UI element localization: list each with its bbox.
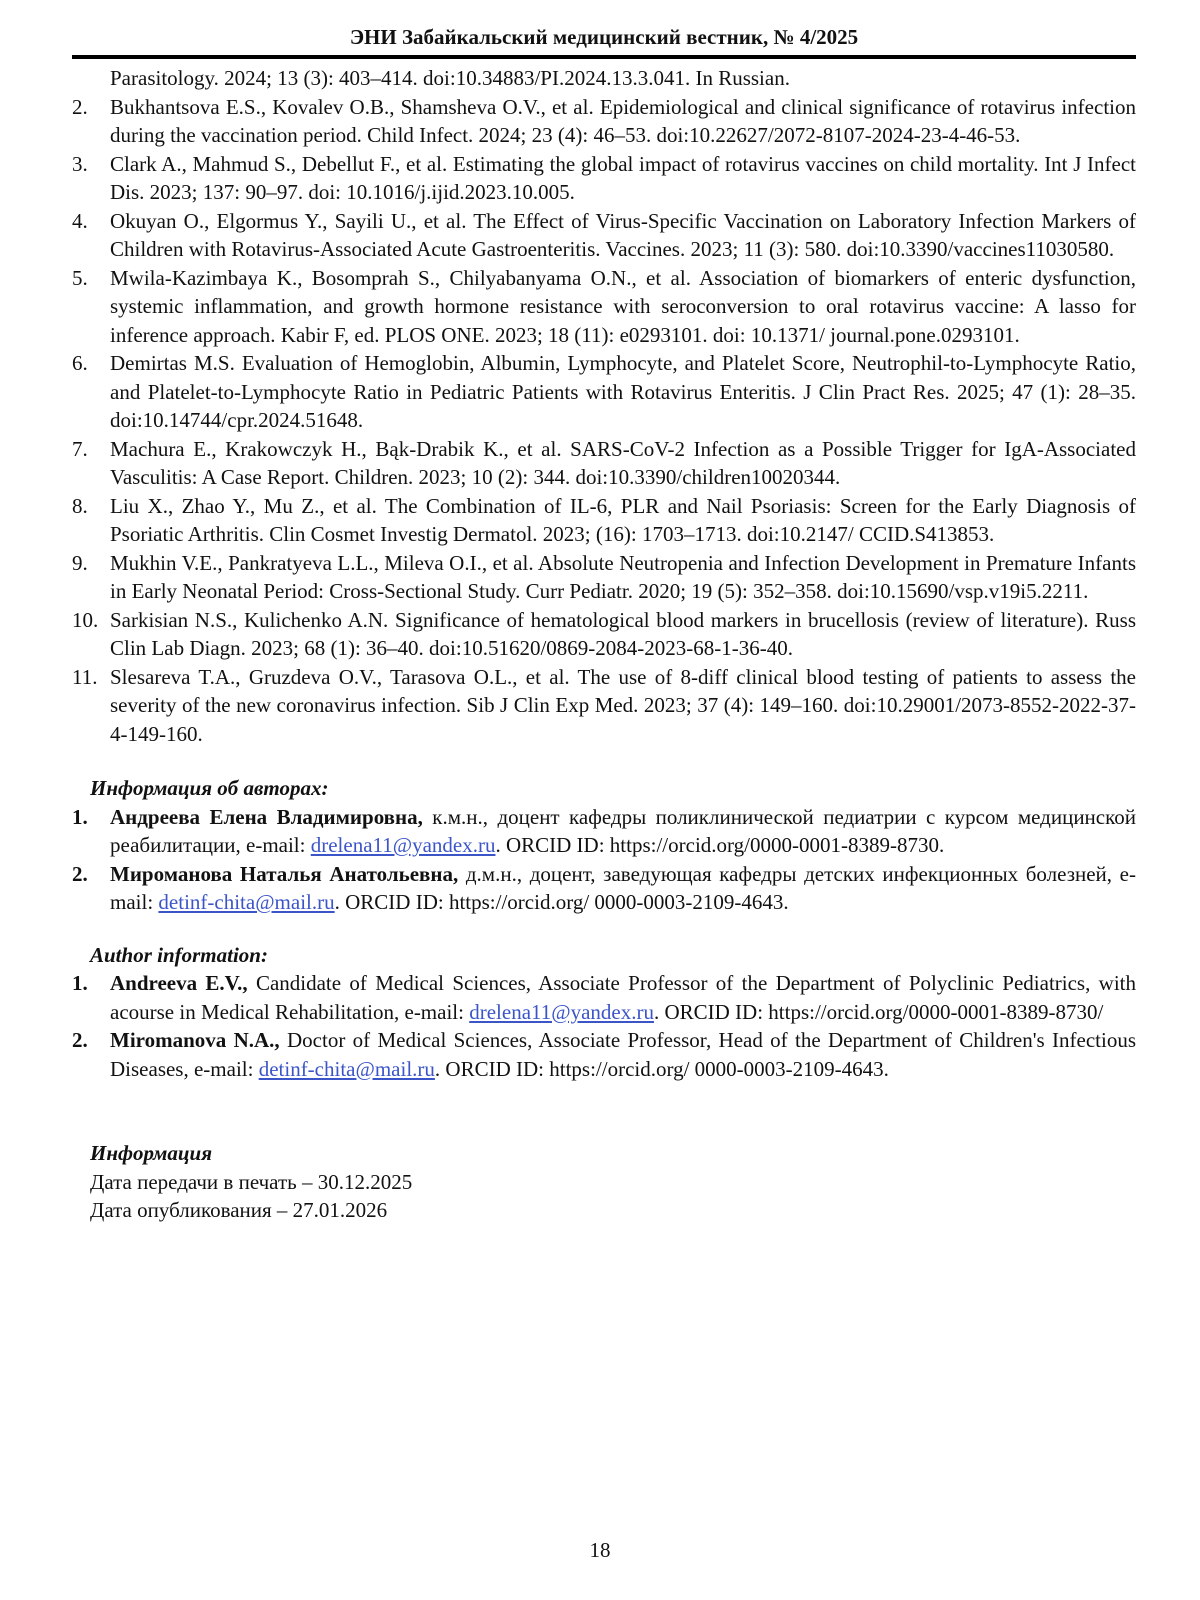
reference-text: Slesareva T.A., Gruzdeva O.V., Tarasova O.L., et al. The use of 8-diff clinical blood testing of patients to assess the severity of the new coronavirus infection. Sib J Clin Exp Med. 2023; 37 (4): 149–160. doi:10.29001/2073-8552-2022-37-4-149-160. — [110, 664, 1136, 746]
reference-item — [72, 349, 1136, 435]
authors-ru-title: Информация об авторах: — [90, 776, 329, 800]
author-item — [72, 1026, 1136, 1083]
reference-text: Machura E., Krakowczyk H., Bąk-Drabik K., et al. SARS-CoV-2 Infection as a Possible Trigger for IgA-Associated Vasculitis: A Case Report. Children. 2023; 10 (2): 344. doi:10.3390/children10020344. — [110, 436, 1136, 489]
author-number: 1. — [72, 971, 88, 995]
author-name: Мироманова Наталья Анатольевна, — [110, 861, 459, 886]
author-orcid: . ORCID ID: https://orcid.org/ 0000-0003-2109-4643. — [334, 890, 789, 914]
reference-number: 10. — [72, 607, 99, 632]
reference-list — [72, 93, 1136, 749]
info-title: Информация — [90, 1141, 213, 1165]
reference-number: 9. — [72, 550, 88, 575]
reference-number: 3. — [72, 151, 88, 176]
reference-text: Bukhantsova E.S., Kovalev O.B., Shamsheva O.V., et al. Epidemiological and clinical significance of rotavirus infection during the vaccination period. Child Infect. 2024; 23 (4): 46–53. doi:10.22627/2072-8107-2024-23-4-46-53. — [110, 94, 1136, 147]
reference-text: Mukhin V.E., Pankratyeva L.L., Mileva O.I., et al. Absolute Neutropenia and Infection Development in Premature Infants in Early Neonatal Period: Cross-Sectional Study. Curr Pediatr. 2020; 19 (5): 352–358. doi:10.15690/vsp.v19i5.2211. — [110, 550, 1136, 603]
journal-header: ЭНИ Забайкальский медицинский вестник, № 4/2025 — [349, 25, 859, 49]
author-orcid: . ORCID ID: https://orcid.org/0000-0001-8389-8730. — [495, 833, 945, 857]
reference-item — [72, 549, 1136, 606]
reference-text: Clark A., Mahmud S., Debellut F., et al. Estimating the global impact of rotavirus vaccines on child mortality. Int J Infect Dis. 2023; 137: 90–97. doi: 10.1016/j.ijid.2023.10.005. — [110, 151, 1136, 204]
author-name: Andreeva E.V., — [110, 971, 248, 995]
reference-item — [72, 492, 1136, 549]
reference-text: Liu X., Zhao Y., Mu Z., et al. The Combination of IL-6, PLR and Nail Psoriasis: Screen for the Early Diagnosis of Psoriatic Arthritis. Clin Cosmet Investig Dermatol. 2023; (16): 1703–1713. doi:10.2147/ CCID.S413853. — [110, 493, 1136, 546]
reference-item — [72, 435, 1136, 492]
authors-en-title: Author information: — [90, 942, 268, 967]
publication-date: Дата опубликования – 27.01.2026 — [90, 1198, 388, 1222]
reference-number: 11. — [72, 664, 98, 689]
reference-number: 5. — [72, 265, 88, 290]
reference-item — [72, 264, 1136, 350]
author-email-link[interactable]: detinf-chita@mail.ru — [258, 1056, 435, 1081]
reference-text: Demirtas M.S. Evaluation of Hemoglobin, Albumin, Lymphocyte, and Platelet Score, Neutrophil-to-Lymphocyte Ratio, and Platelet-to-Lymphocyte Ratio in Pediatric Patients with Rotavirus Enteritis. J Clin Pract Res. 2025; 47 (1): 28–35. doi:10.14744/cpr.2024.51648. — [110, 351, 1136, 432]
page-content — [72, 64, 1136, 1225]
author-description: Candidate of Medical Sciences, Associate Professor of the Department of Polyclinic Pediatrics, with acourse in Medical Rehabilitation, e-mail: — [110, 971, 1136, 1024]
author-email-link[interactable]: detinf-chita@mail.ru — [158, 890, 335, 914]
author-item — [72, 803, 1136, 860]
reference-item — [72, 606, 1136, 663]
author-orcid: . ORCID ID: https://orcid.org/ 0000-0003-2109-4643. — [434, 1056, 889, 1081]
reference-number: 4. — [72, 208, 88, 233]
authors-en-list — [72, 969, 1136, 1083]
reference-item — [72, 663, 1136, 749]
author-description: д.м.н., доцент, заведующая кафедры детских инфекционных болезней, e-mail: — [110, 861, 1136, 914]
reference-continued: Parasitology. 2024; 13 (3): 403–414. doi:10.34883/PI.2024.13.3.041. In Russian. — [110, 66, 790, 90]
reference-number: 7. — [72, 436, 88, 461]
author-number: 1. — [72, 804, 88, 829]
author-item — [72, 860, 1136, 917]
author-number: 2. — [72, 861, 88, 886]
author-name: Miromanova N.A., — [110, 1028, 280, 1052]
reference-item — [72, 207, 1136, 264]
header-rule — [72, 55, 1136, 59]
author-orcid: . ORCID ID: https://orcid.org/0000-0001-8389-8730/ — [653, 999, 1104, 1024]
reference-number: 8. — [72, 493, 88, 518]
page-number: 18 — [589, 1538, 611, 1562]
author-description: к.м.н., доцент кафедры поликлинической педиатрии с курсом медицинской реабилитации, e-mail: — [110, 804, 1136, 857]
authors-ru-list — [72, 803, 1136, 917]
author-email-link[interactable]: drelena11@yandex.ru — [310, 833, 496, 857]
reference-item — [72, 93, 1136, 150]
reference-text: Sarkisian N.S., Kulichenko A.N. Significance of hematological blood markers in brucellosis (review of literature). Russ Clin Lab Diagn. 2023; 68 (1): 36–40. doi:10.51620/0869-2084-2023-68-1-36-40. — [110, 607, 1136, 660]
author-description: Doctor of Medical Sciences, Associate Professor, Head of the Department of Children's Infectious Diseases, e-mail: — [110, 1028, 1136, 1081]
author-number: 2. — [72, 1028, 88, 1052]
reference-number: 2. — [72, 94, 88, 119]
reference-number: 6. — [72, 351, 88, 375]
author-email-link[interactable]: drelena11@yandex.ru — [469, 999, 654, 1024]
reference-text: Okuyan O., Elgormus Y., Sayili U., et al. The Effect of Virus-Specific Vaccination on Laboratory Infection Markers of Children with Rotavirus-Associated Acute Gastroenteritis. Vaccines. 2023; 11 (3): 580. doi:10.3390/vaccines11030580. — [110, 208, 1136, 261]
reference-item — [72, 150, 1136, 207]
reference-text: Mwila-Kazimbaya K., Bosomprah S., Chilyabanyama O.N., et al. Association of biomarkers of enteric dysfunction, systemic inflammation, and growth hormone resistance with seroconversion to oral rotavirus vaccine: A lasso for inference approach. Kabir F, ed. PLOS ONE. 2023; 18 (11): e0293101. doi: 10.1371/ journal.pone.0293101. — [110, 265, 1136, 347]
author-item — [72, 969, 1136, 1026]
print-transfer-date: Дата передачи в печать – 30.12.2025 — [90, 1169, 413, 1194]
author-name: Андреева Елена Владимировна, — [110, 804, 423, 829]
